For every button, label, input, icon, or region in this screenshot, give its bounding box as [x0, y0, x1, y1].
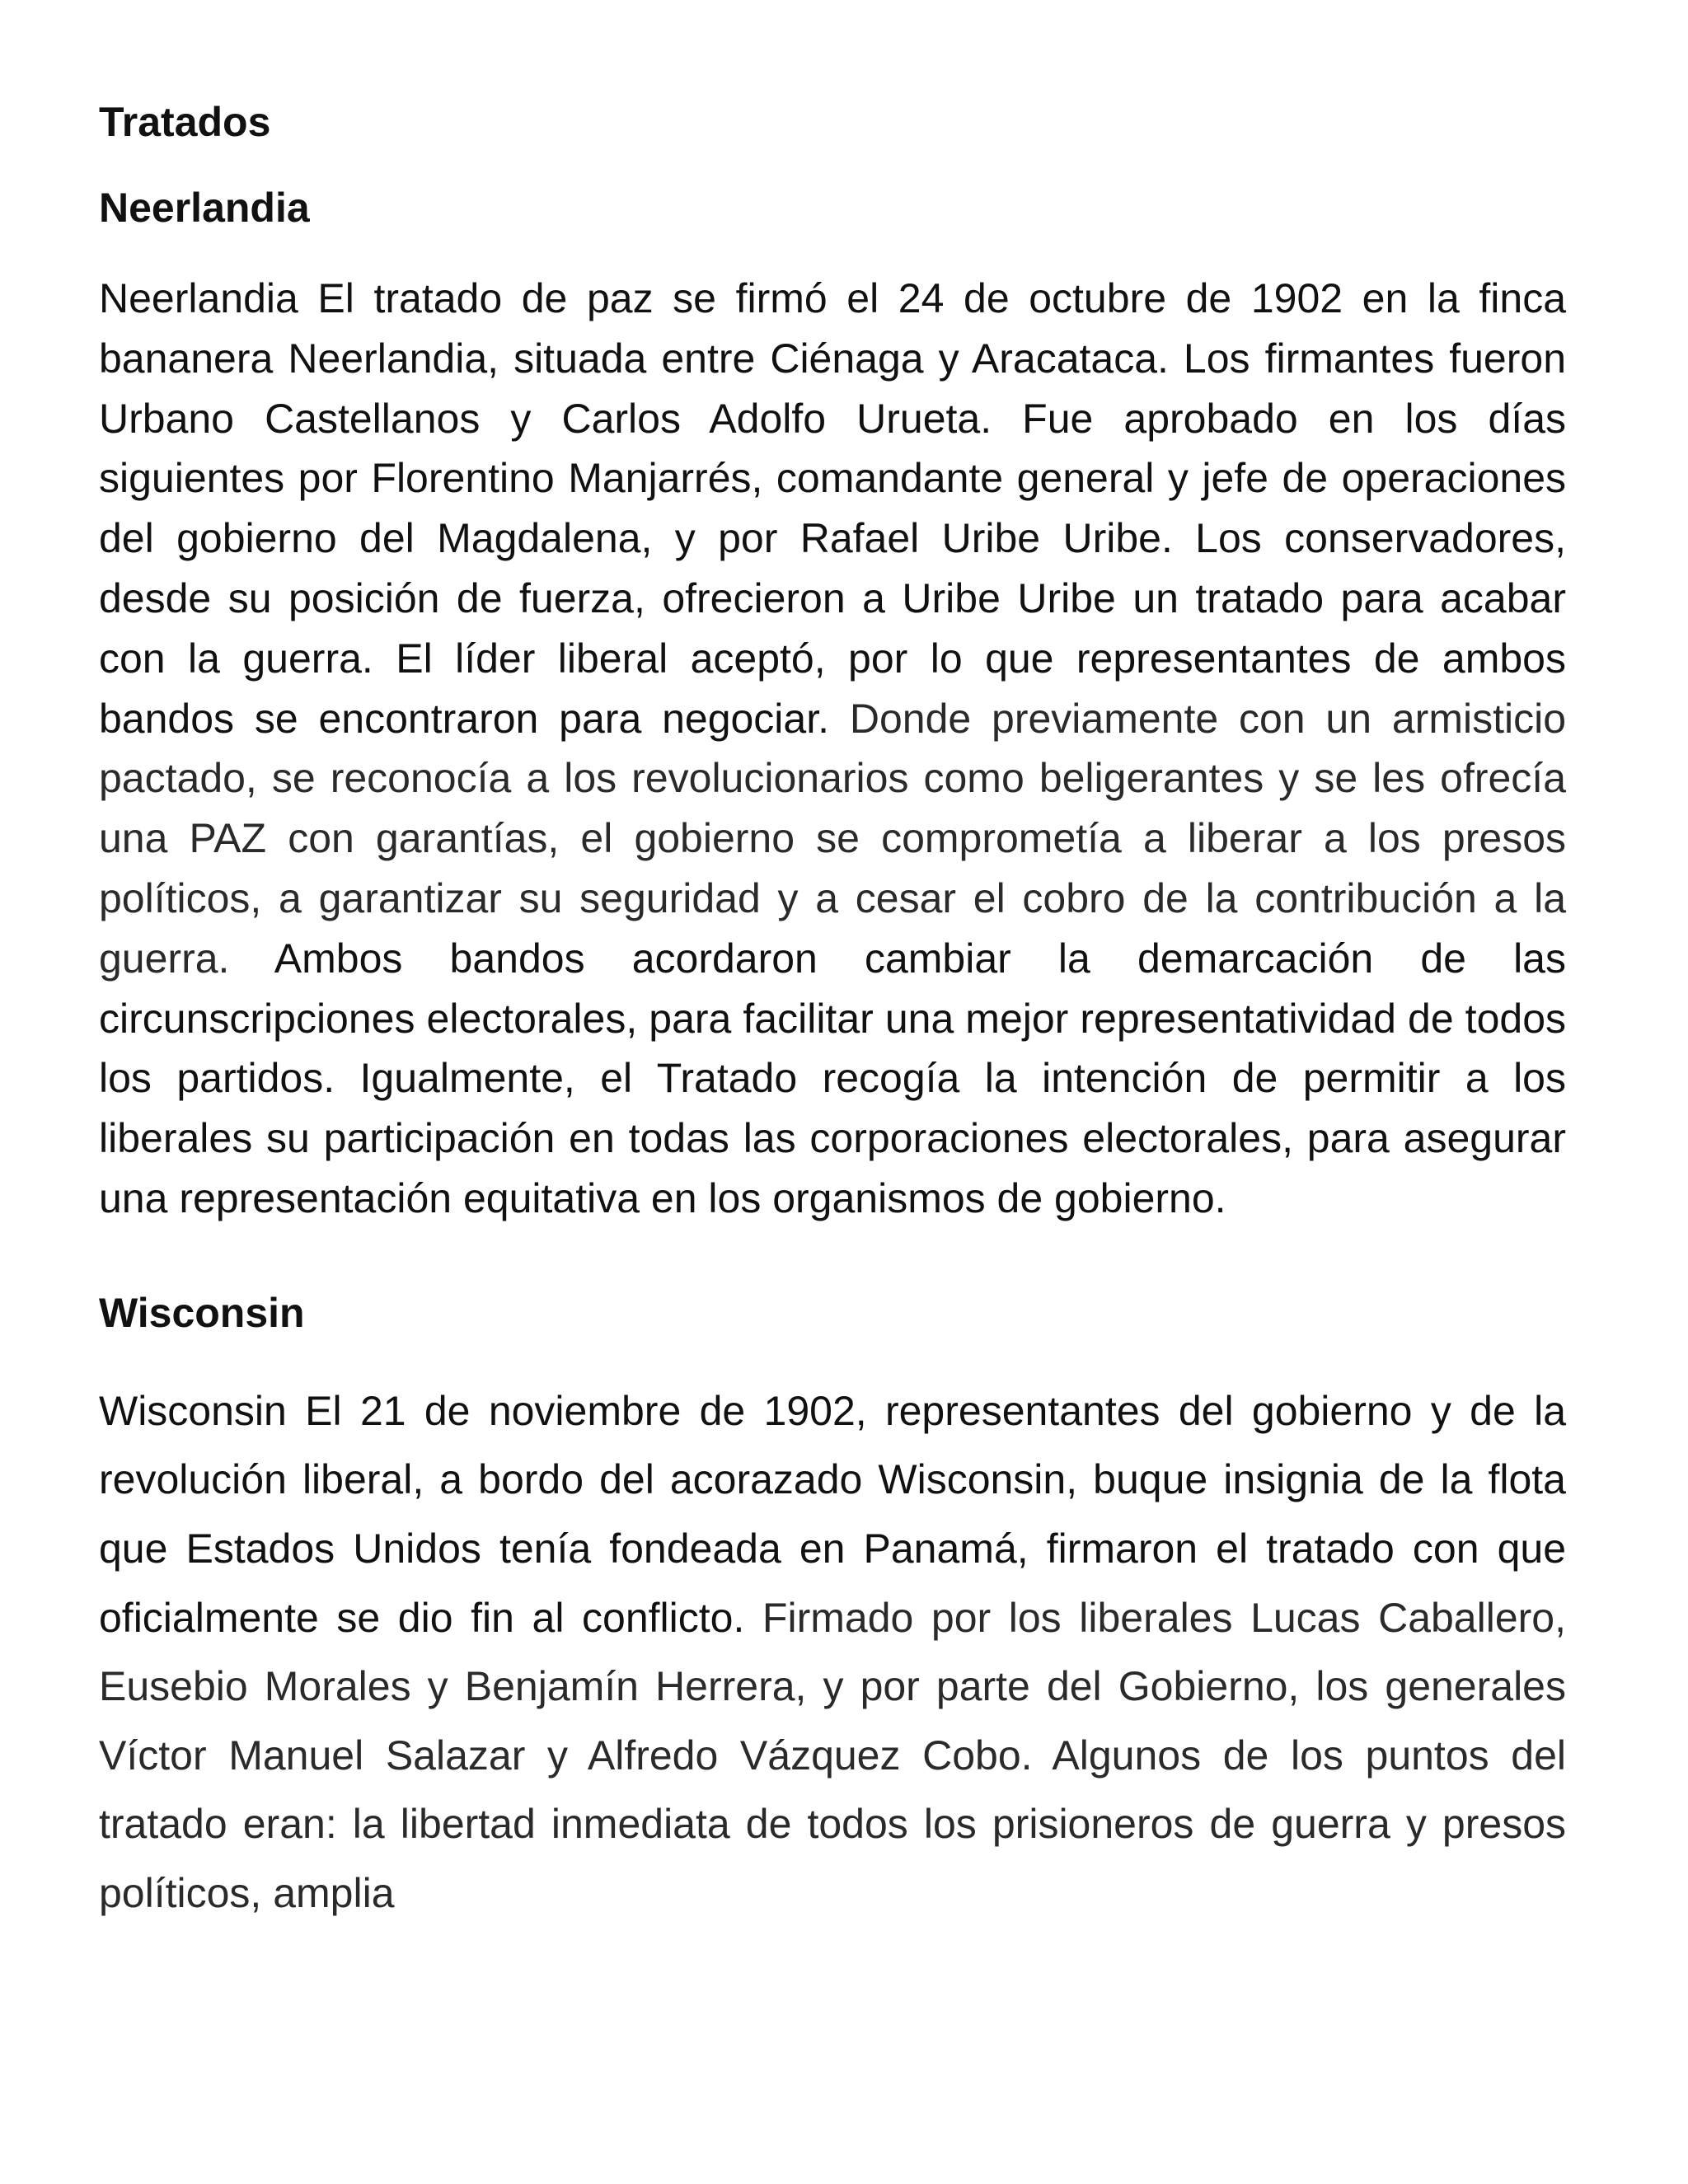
document-title: Tratados — [99, 99, 271, 145]
paragraph-text: Donde previamente con un armisticio pactado, se reconocía a los revolucionarios como beligerantes y se les ofrecía una PAZ con garantías, el gobierno se comprometía a liberar a los presos políticos, a garantizar su seguridad y a cesar el cobro de la contribución a la guerra. — [99, 695, 1567, 982]
section-paragraph-neerlandia — [99, 269, 1566, 1229]
paragraph-text: Firmado por los liberales Lucas Caballero, Eusebio Morales y Benjamín Herrera, y por parte del Gobierno, los generales Víctor Manuel Salazar y Alfredo Vázquez Cobo. Algunos de los puntos del tratado eran: la libertad inmediata de todos los prisioneros de guerra y presos políticos, amplia — [99, 1594, 1566, 1916]
paragraph-text: Neerlandia El tratado de paz se firmó el 24 de octubre de 1902 en la finca bananera Neerlandia, situada entre Ciénaga y Aracataca. Los firmantes fueron Urbano Castellanos y Carlos Adolfo Urueta. Fue aprobado en los días siguientes por Florentino Manjarrés, comandante general y jefe de operaciones del gobierno del Magdalena, y por Rafael Uribe Uribe. Los conservadores, desde su posición de fuerza, ofrecieron a Uribe Uribe un tratado para acabar con la guerra. El líder liberal aceptó, por lo que representantes de ambos bandos se encontraron para negociar. — [99, 275, 1566, 742]
document-page — [99, 97, 1566, 1929]
section-heading-neerlandia: Neerlandia — [99, 185, 310, 231]
paragraph-text: Wisconsin El 21 de noviembre de 1902, representantes del gobierno y de la revolución liberal, a bordo del acorazado Wisconsin, buque insignia de la flota que Estados Unidos tenía fondeada en Panamá, firmaron el tratado con que oficialmente se dio fin al conflicto. — [99, 1387, 1566, 1641]
section-heading-wisconsin: Wisconsin — [99, 1289, 305, 1336]
section-paragraph-wisconsin — [99, 1377, 1566, 1929]
paragraph-text: Ambos bandos acordaron cambiar la demarcación de las circunscripciones electorales, para facilitar una mejor representatividad de todos los partidos. Igualmente, el Tratado recogía la intención de permitir a los liberales su participación en todas las corporaciones electorales, para asegurar una representación equitativa en los organismos de gobierno. — [99, 935, 1566, 1221]
